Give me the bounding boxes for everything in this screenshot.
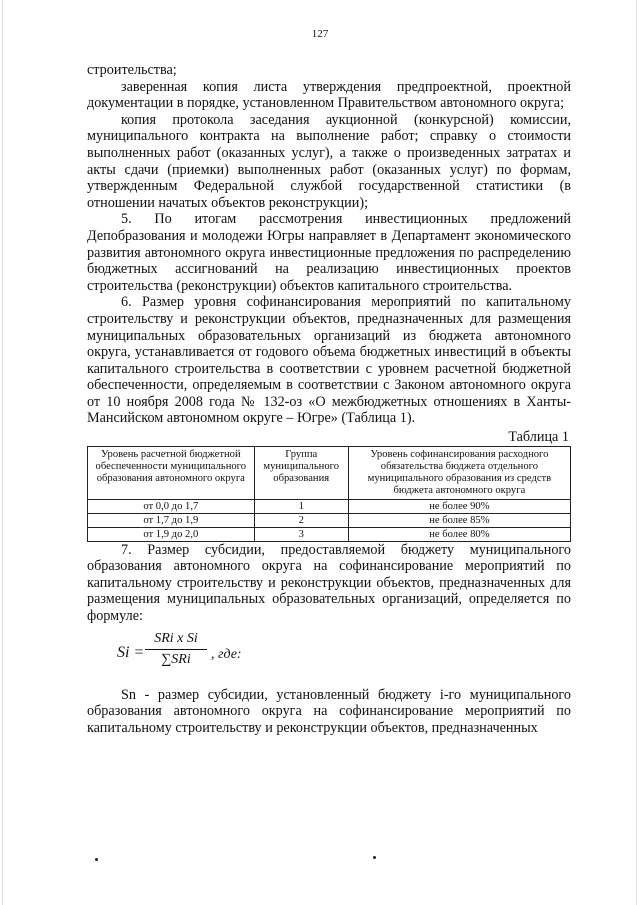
paragraph: копия протокола заседания аукционной (конкурсной) комиссии, муниципального контракта на выполнение работ; справку о стоимости выполненных работ (оказанных услуг), а также о произведенных затратах и акты сдачи (приемки) выполненных работ (оказанных услуг) по формам, утвержденным Федеральной службой государственной статистики (в отношении начатых объектов реконструкции); [87,111,571,211]
paragraph: 7. Размер субсидии, предоставляемой бюджету муниципального образования автономного округа на софинансирование мероприятий по капитальному строительству и реконструкции объектов, предназначенных для размещения муниципальных образовательных организаций, определяется по формуле: [87,541,571,625]
left-page-edge [2,0,3,905]
table-cell: от 1,7 до 1,9 [88,513,255,527]
formula-tail: , где: [211,646,242,662]
cofinancing-table [87,446,571,542]
table-cell: не более 80% [348,527,570,541]
scan-speck [373,856,376,859]
table-cell: 3 [254,527,348,541]
paragraph: 5. По итогам рассмотрения инвестиционных предложений Депобразования и молодежи Югры направляет в Департамент экономического развития автономного округа инвестиционные предложения по распределению бюджетных ассигнований на реализацию инвестиционных проектов строительства (реконструкции) объектов капитального строительства. [87,211,571,294]
table-cell: от 1,9 до 2,0 [88,527,255,541]
right-page-edge [636,0,637,905]
table-header: Уровень софинансирования расходного обязательства бюджета отдельного муниципального образования из средств бюджета автономного округа [348,446,570,499]
table-caption: Таблица 1 [508,429,569,446]
table-header-row [88,446,571,499]
subsidy-formula [117,631,571,683]
table-row [88,499,571,513]
formula-fraction [145,631,207,669]
formula-denominator: ∑SRi [161,652,191,668]
paragraph: строительства; [87,62,177,78]
paragraph: Sn - размер субсидии, установленный бюджету i-го муниципального образования автономного округа на софинансирование мероприятий по капитальному строительству и реконструкции объектов, предназначенных [87,686,571,736]
table-row [88,513,571,527]
formula-numerator: SRi x Si [145,631,207,651]
document-body [87,62,571,736]
formula-lhs: Si = [117,643,145,661]
table-cell: 2 [254,513,348,527]
table-header: Уровень расчетной бюджетной обеспеченности муниципального образования автономного округа [88,446,255,499]
page-number: 127 [311,28,329,40]
table-cell: не более 85% [348,513,570,527]
table-row [88,527,571,541]
paragraph: 6. Размер уровня софинансирования мероприятий по капитальному строительству и реконструкции объектов, предназначенных для размещения муниципальных образовательных организаций из бюджета автономного округа, устанавливается от годового объема бюджетных инвестиций в объекты капитального строительства в соответствии с уровнем расчетной бюджетной обеспеченности, определяемым в соответствии с Законом автономного округа от 10 ноября 2008 года № 132-оз «О межбюджетных отношениях в Ханты-Мансийском автономном округе – Югре» (Таблица 1). [87,294,571,427]
scan-speck [95,858,98,861]
paragraph: заверенная копия листа утверждения предпроектной, проектной документации в порядке, установленном Правительством автономного округа; [87,78,571,112]
table-cell: от 0,0 до 1,7 [88,499,255,513]
table-cell: 1 [254,499,348,513]
table-cell: не более 90% [348,499,570,513]
table-header: Группа муниципального образования [254,446,348,499]
